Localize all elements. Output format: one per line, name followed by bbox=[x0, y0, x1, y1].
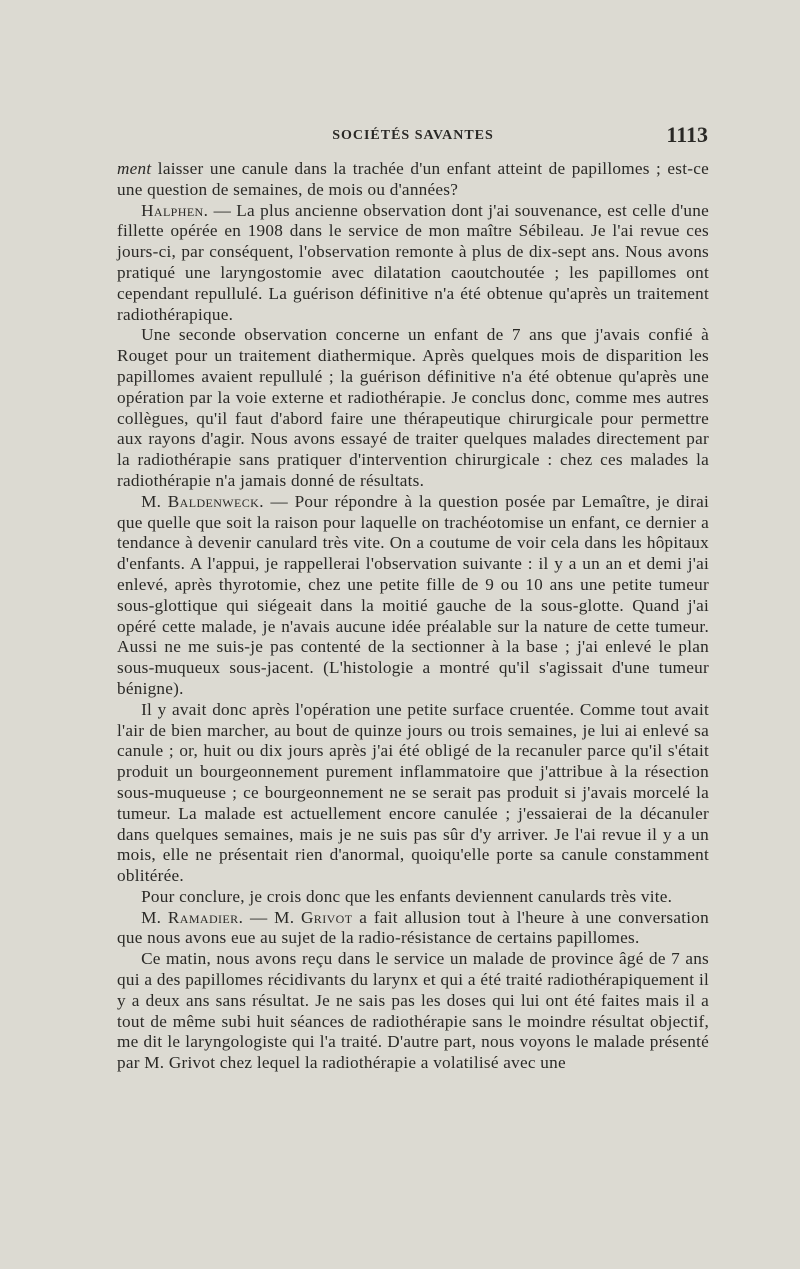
paragraph bbox=[117, 908, 709, 950]
paragraph-text: — Pour répondre à la question posée par Lemaître, je dirai que quelle que soit la raison pour laquelle on trachéotomise un enfant, ce dernier a tendance à devenir canulard très vite. On a coutume de voir cela dans les hôpitaux d'enfants. A l'appui, je rappellerai l'observation suivante : il y a un an et demi j'ai enlevé, après thyrotomie, chez une petite fille de 9 ou 10 ans une petite tumeur sous-glottique qui siégeait dans la moitié gauche de la sous-glotte. Quand j'ai opéré cette malade, je n'avais aucune idée préalable sur la nature de cette tumeur. Aussi ne me suis-je pas contenté de la sectionner à la base ; j'ai enlevé le plan sous-muqueux sous-jacent. (L'histologie a montré qu'il s'agissait d'une tumeur bénigne). bbox=[117, 491, 709, 698]
paragraph-text: Pour conclure, je crois donc que les enfants deviennent canulards très vite. bbox=[141, 886, 673, 906]
speaker-prefix: M. bbox=[141, 491, 168, 511]
page-header bbox=[116, 122, 710, 150]
paragraph bbox=[117, 949, 709, 1074]
paragraph bbox=[117, 201, 709, 326]
italic-lead: ment bbox=[117, 159, 152, 178]
speaker-name: Baldenweck. bbox=[167, 491, 264, 511]
paragraph bbox=[117, 887, 709, 908]
paragraph-text: — La plus ancienne observation dont j'ai souvenance, est celle d'une fillette opérée en 1908 dans le service de mon maître Sébileau. Je l'ai revue ces jours-ci, par conséquent, l'observation remonte à plus de dix-sept ans. Nous avons pratiqué une laryngostomie avec dilatation caoutchoutée ; les papillomes ont cependant repullulé. La guérison définitive n'a été obtenue qu'après un traitement radiothérapique. bbox=[117, 200, 709, 324]
paragraph-text: Une seconde observation concerne un enfant de 7 ans que j'avais confié à Rouget pour un traitement diathermique. Après quelques mois de disparition les papillomes avaient repullulé ; la guérison définitive n'a été obtenue qu'après une opération par la voie externe et radiothérapie. Je conclus donc, comme mes autres collègues, qu'il faut d'abord faire une thérapeutique chirurgicale pour permettre aux rayons d'agir. Nous avons essayé de traiter quelques malades directement par la radiothérapie sans pratiquer d'intervention chirurgicale : chez ces malades la radiothérapie n'a jamais donné de résultats. bbox=[117, 325, 709, 490]
article-body bbox=[117, 159, 709, 1074]
speaker-name: Grivot bbox=[301, 907, 353, 927]
paragraph bbox=[117, 492, 709, 700]
paragraph-text: laisser une canule dans la trachée d'un enfant atteint de papillomes ; est-ce une question de semaines, de mois ou d'années? bbox=[117, 159, 709, 199]
paragraph bbox=[117, 159, 709, 201]
speaker-name: Halphen. bbox=[141, 200, 209, 220]
paragraph-text: a fait allusion tout à l'heure à une conversation que nous avons eue au sujet de la radio-résistance de certains papillomes. bbox=[117, 907, 709, 948]
speaker-name: Ramadier. bbox=[167, 907, 244, 927]
paragraph bbox=[117, 325, 709, 491]
paragraph-text: — M. bbox=[243, 907, 301, 927]
paragraph-text: Ce matin, nous avons reçu dans le service un malade de province âgé de 7 ans qui a des papillomes récidivants du larynx et qui a été traité radiothérapiquement il y a deux ans sans résultat. Je ne sais pas les doses qui lui ont été faites mais il a tout de même subi huit séances de radiothérapie sans le moindre résultat objectif, me dit le laryngologiste qui l'a traité. D'autre part, nous voyons le malade présenté par M. Grivot chez lequel la radiothérapie a volatilisé avec une bbox=[117, 949, 709, 1073]
paragraph-text: Il y avait donc après l'opération une petite surface cruentée. Comme tout avait l'air de bien marcher, au bout de quinze jours ou trois semaines, je lui ai enlevé sa canule ; or, huit ou dix jours après j'ai été obligé de la recanuler parce qu'il s'était produit un bourgeonnement purement inflammatoire que j'attribue à la résection sous-muqueuse ; ce bourgeonnement ne se serait pas produit si j'avais morcelé la tumeur. La malade est actuellement encore canulée ; j'essaierai de la décanuler dans quelques semaines, mais je ne suis pas sûr d'y arriver. Je l'ai revue il y a un mois, elle ne présentait rien d'anormal, quoiqu'elle porte sa canule constamment oblitérée. bbox=[117, 699, 709, 886]
running-head: SOCIÉTÉS SAVANTES bbox=[332, 128, 494, 143]
page-number: 1113 bbox=[666, 122, 708, 147]
speaker-prefix: M. bbox=[141, 907, 168, 927]
paragraph bbox=[117, 700, 709, 887]
